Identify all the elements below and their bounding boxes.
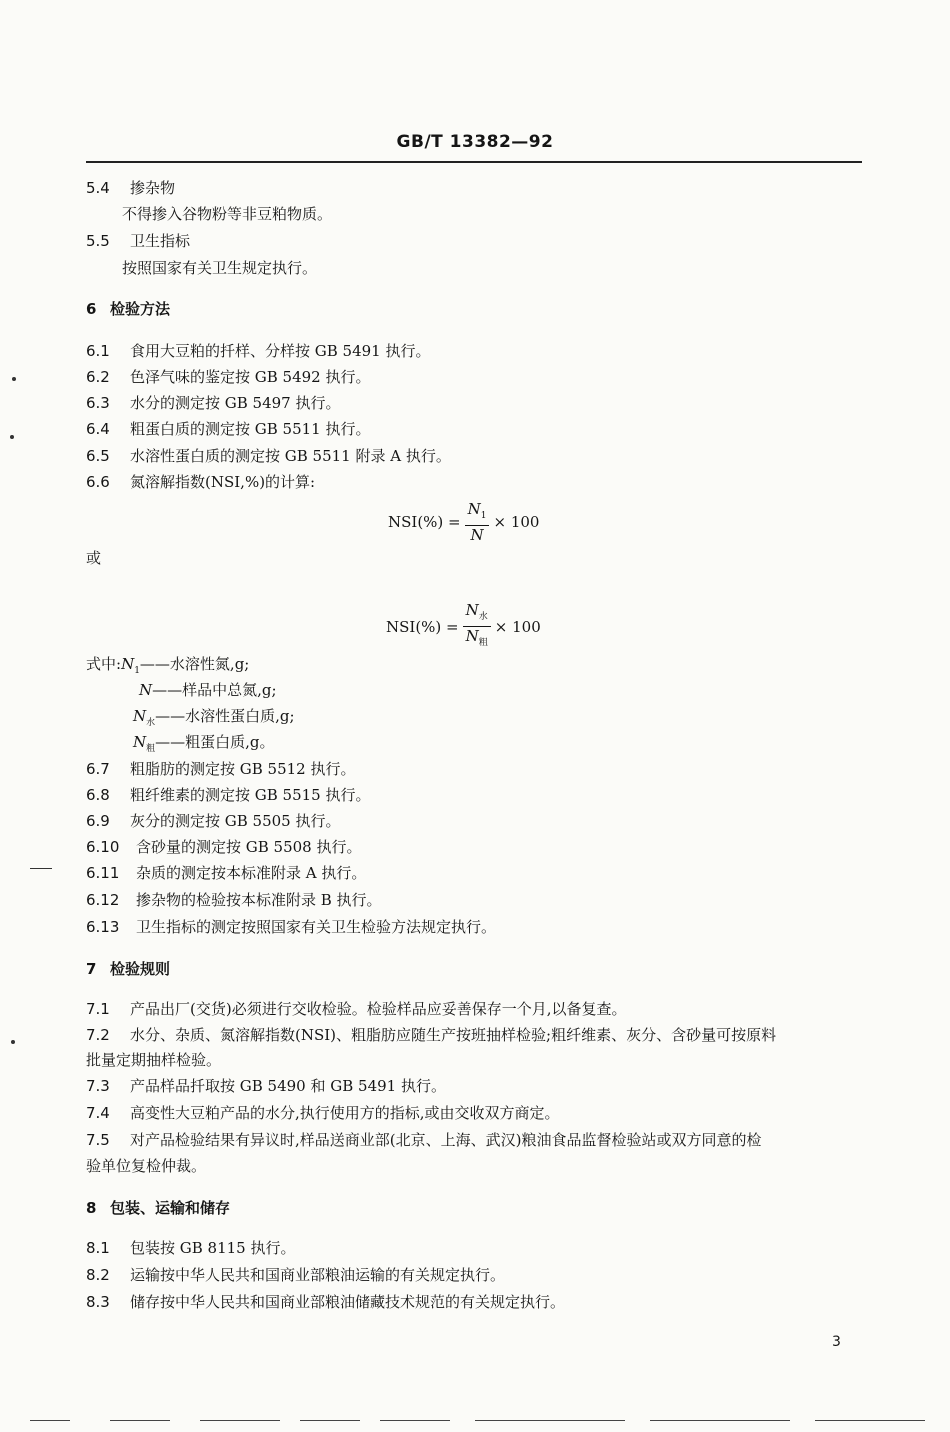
scan-speck [11, 1040, 15, 1044]
scan-edge-dash [475, 1420, 625, 1421]
variable-symbol: N [121, 655, 135, 673]
clause-text: 高变性大豆粕产品的水分,执行使用方的指标,或由交收双方商定。 [130, 1104, 560, 1122]
fraction-denominator: N [470, 526, 484, 544]
variable-meaning: ——水溶性蛋白质,g; [155, 707, 295, 725]
clause-number: 6.1 [86, 342, 110, 360]
clause-7-3 [86, 1076, 446, 1096]
clause-number: 6.7 [86, 760, 110, 778]
clause-text: 卫生指标的测定按照国家有关卫生检验方法规定执行。 [136, 918, 497, 936]
clause-6-5 [86, 446, 451, 466]
variable-meaning: ——水溶性氮,g; [139, 655, 250, 673]
section-8-heading [86, 1198, 230, 1218]
clause-text: 氮溶解指数(NSI,%)的计算: [130, 473, 316, 491]
clause-text: 水分的测定按 GB 5497 执行。 [130, 394, 341, 412]
numerator-symbol: N [465, 601, 479, 619]
clause-text: 含砂量的测定按 GB 5508 执行。 [136, 838, 362, 856]
variable-subscript: 1 [134, 666, 140, 676]
scan-edge-dash [200, 1420, 280, 1421]
scan-edge-dash [650, 1420, 790, 1421]
clause-text: 对产品检验结果有异议时,样品送商业部(北京、上海、武汉)粮油食品监督检验站或双方同意的检 [130, 1131, 762, 1149]
nsi-formula-1 [388, 500, 539, 544]
variable-definition-n-crude [133, 731, 275, 754]
clause-text: 储存按中华人民共和国商业部粮油储藏技术规范的有关规定执行。 [130, 1293, 566, 1311]
clause-text: 杂质的测定按本标准附录 A 执行。 [136, 864, 367, 882]
section-title: 包装、运输和储存 [110, 1199, 231, 1217]
clause-number: 8.1 [86, 1239, 110, 1257]
clause-number: 6.10 [86, 838, 120, 856]
variable-symbol: N [133, 733, 147, 751]
clause-number: 7.2 [86, 1026, 110, 1044]
formula-lhs: NSI(%) = [388, 513, 461, 531]
clause-6-1 [86, 341, 431, 361]
clause-7-5-continuation: 验单位复检仲裁。 [86, 1157, 207, 1175]
clause-text: 食用大豆粕的扦样、分样按 GB 5491 执行。 [130, 342, 431, 360]
or-text: 或 [86, 549, 102, 567]
clause-6-11 [86, 863, 366, 883]
clause-number: 5.5 [86, 232, 110, 250]
section-number: 6 [86, 300, 97, 318]
variable-subscript: 粗 [146, 744, 156, 754]
scan-edge-dash [380, 1420, 450, 1421]
clause-6-9 [86, 811, 340, 831]
clause-6-2 [86, 367, 371, 387]
variable-symbol: N [133, 707, 147, 725]
clause-text: 粗纤维素的测定按 GB 5515 执行。 [130, 786, 371, 804]
clause-6-10 [86, 837, 362, 857]
denominator-symbol: N [465, 627, 479, 645]
variable-meaning: ——粗蛋白质,g。 [155, 733, 275, 751]
clause-text: 运输按中华人民共和国商业部粮油运输的有关规定执行。 [130, 1266, 506, 1284]
clause-text: 掺杂物的检验按本标准附录 B 执行。 [136, 891, 382, 909]
clause-5-5-heading [86, 231, 190, 251]
fraction-denominator [466, 627, 488, 652]
clause-number: 6.3 [86, 394, 110, 412]
section-number: 7 [86, 960, 97, 978]
clause-text: 产品样品扦取按 GB 5490 和 GB 5491 执行。 [130, 1077, 446, 1095]
clause-5-4-heading [86, 178, 175, 198]
clause-8-1 [86, 1238, 295, 1258]
variable-symbol: N [139, 681, 153, 699]
clause-text: 色泽气味的鉴定按 GB 5492 执行。 [130, 368, 371, 386]
clause-text: 粗脂肪的测定按 GB 5512 执行。 [130, 760, 356, 778]
clause-6-4 [86, 419, 371, 439]
section-7-heading [86, 959, 170, 979]
clause-number: 6.13 [86, 918, 120, 936]
section-number: 8 [86, 1199, 97, 1217]
fraction-numerator [463, 601, 491, 627]
clause-7-5 [86, 1130, 761, 1150]
variable-definition-n-water [133, 705, 295, 728]
standard-number-header: GB/T 13382—92 [396, 132, 554, 152]
clause-number: 6.6 [86, 473, 110, 491]
variable-definition-n [139, 679, 277, 700]
formula-fraction [465, 500, 490, 544]
where-label: 式中: [86, 655, 122, 673]
clause-text: 水分、杂质、氮溶解指数(NSI)、粗脂肪应随生产按班抽样检验;粗纤维素、灰分、含砂量可按原料 [130, 1026, 777, 1044]
clause-number: 7.1 [86, 1000, 110, 1018]
formula-rhs: × 100 [494, 617, 541, 636]
page-number: 3 [832, 1334, 841, 1350]
numerator-symbol: N [467, 500, 481, 518]
clause-title: 掺杂物 [130, 179, 176, 197]
clause-number: 7.4 [86, 1104, 110, 1122]
clause-number: 6.5 [86, 447, 110, 465]
clause-text: 产品出厂(交货)必须进行交收检验。检验样品应妥善保存一个月,以备复查。 [130, 1000, 627, 1018]
numerator-subscript: 1 [480, 511, 487, 521]
clause-number: 7.5 [86, 1131, 110, 1149]
scan-edge-dash [30, 1420, 70, 1421]
formula-lhs: NSI(%) = [386, 617, 459, 636]
formula-fraction [463, 601, 491, 652]
header-rule [86, 161, 862, 163]
scan-edge-dash [300, 1420, 360, 1421]
clause-5-4-body: 不得掺入谷物粉等非豆粕物质。 [122, 205, 333, 223]
nsi-formula-2 [386, 601, 541, 652]
clause-8-2 [86, 1265, 505, 1285]
clause-text: 水溶性蛋白质的测定按 GB 5511 附录 A 执行。 [130, 447, 451, 465]
clause-number: 6.4 [86, 420, 110, 438]
variable-definition-n1 [86, 653, 249, 676]
clause-number: 6.8 [86, 786, 110, 804]
fraction-numerator [465, 500, 490, 526]
clause-number: 6.9 [86, 812, 110, 830]
clause-6-6 [86, 472, 315, 492]
denominator-subscript: 粗 [478, 638, 488, 648]
scan-edge-dash [110, 1420, 170, 1421]
section-6-heading [86, 299, 170, 319]
variable-subscript: 水 [146, 718, 156, 728]
variable-meaning: ——样品中总氮,g; [152, 681, 277, 699]
clause-6-7 [86, 759, 356, 779]
clause-number: 7.3 [86, 1077, 110, 1095]
clause-7-1 [86, 999, 626, 1019]
clause-text: 粗蛋白质的测定按 GB 5511 执行。 [130, 420, 371, 438]
clause-title: 卫生指标 [130, 232, 191, 250]
scan-scratch [30, 868, 52, 869]
scan-speck [12, 377, 16, 381]
clause-number: 6.12 [86, 891, 120, 909]
clause-number: 6.2 [86, 368, 110, 386]
section-title: 检验方法 [110, 300, 171, 318]
numerator-subscript: 水 [478, 612, 488, 622]
scan-speck [10, 435, 14, 439]
section-title: 检验规则 [110, 960, 171, 978]
clause-number: 8.3 [86, 1293, 110, 1311]
clause-6-12 [86, 890, 382, 910]
clause-6-8 [86, 785, 371, 805]
clause-5-5-body: 按照国家有关卫生规定执行。 [122, 259, 318, 277]
clause-text: 灰分的测定按 GB 5505 执行。 [130, 812, 341, 830]
clause-number: 6.11 [86, 864, 120, 882]
clause-text: 包装按 GB 8115 执行。 [130, 1239, 296, 1257]
formula-rhs: × 100 [493, 513, 540, 531]
clause-number: 8.2 [86, 1266, 110, 1284]
scan-edge-dash [815, 1420, 925, 1421]
clause-8-3 [86, 1292, 565, 1312]
clause-7-4 [86, 1103, 560, 1123]
clause-7-2 [86, 1025, 776, 1045]
clause-7-2-continuation: 批量定期抽样检验。 [86, 1051, 222, 1069]
clause-6-13 [86, 917, 496, 937]
clause-6-3 [86, 393, 340, 413]
clause-number: 5.4 [86, 179, 110, 197]
